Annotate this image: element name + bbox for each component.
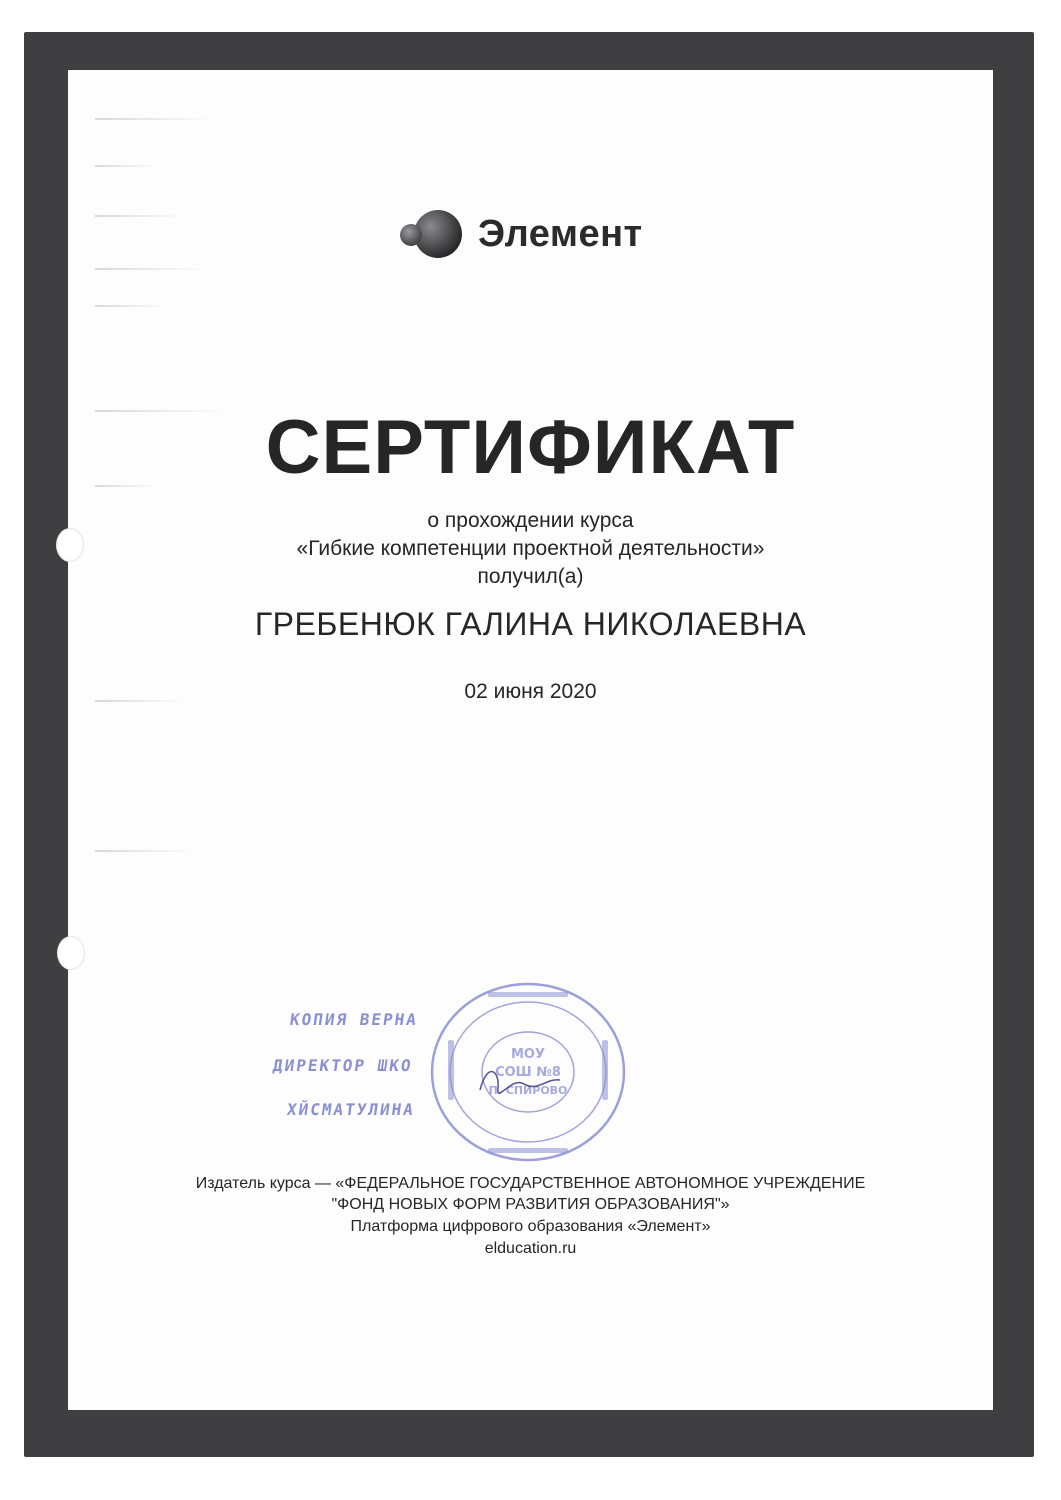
footer-fund: "ФОНД НОВЫХ ФОРМ РАЗВИТИЯ ОБРАЗОВАНИЯ"» bbox=[331, 1196, 730, 1213]
scan-streak bbox=[95, 215, 185, 217]
scan-streak bbox=[95, 268, 205, 270]
footer-site: elducation.ru bbox=[484, 1240, 577, 1257]
element-logo bbox=[398, 206, 643, 262]
course-intro: о прохождении курса bbox=[427, 509, 634, 532]
footer-publisher: Издатель курса — «ФЕДЕРАЛЬНОЕ ГОСУДАРСТВЕННОЕ АВТОНОМНОЕ УЧРЕЖДЕНИЕ bbox=[195, 1175, 866, 1192]
footer-platform: Платформа цифрового образования «Элемент» bbox=[350, 1218, 711, 1235]
recipient-name: ГРЕБЕНЮК ГАЛИНА НИКОЛАЕВНА bbox=[254, 606, 807, 642]
scan-streak bbox=[95, 305, 165, 307]
svg-text:П. СПИРОВО: П. СПИРОВО bbox=[488, 1084, 568, 1097]
element-logo-icon bbox=[398, 206, 468, 262]
scan-streak bbox=[95, 850, 195, 852]
svg-text:СОШ №8: СОШ №8 bbox=[495, 1065, 561, 1080]
scan-streak bbox=[95, 165, 155, 167]
stamp-copy-line: КОПИЯ ВЕРНА bbox=[288, 1010, 420, 1029]
logo-name: Элемент bbox=[478, 212, 643, 255]
certificate-title: СЕРТИФИКАТ bbox=[265, 405, 796, 490]
received-label: получил(а) bbox=[477, 565, 584, 588]
stamp-director-line: ДИРЕКТОР ШКО bbox=[271, 1056, 414, 1075]
punch-hole bbox=[57, 936, 85, 970]
svg-text:МОУ: МОУ bbox=[510, 1047, 546, 1062]
course-name: «Гибкие компетенции проектной деятельности» bbox=[296, 537, 765, 560]
scan-streak bbox=[95, 118, 215, 120]
stamp-surname-line: ХЙСМАТУЛИНА bbox=[285, 1100, 417, 1119]
school-seal bbox=[428, 980, 628, 1165]
certificate-date: 02 июня 2020 bbox=[464, 680, 597, 703]
